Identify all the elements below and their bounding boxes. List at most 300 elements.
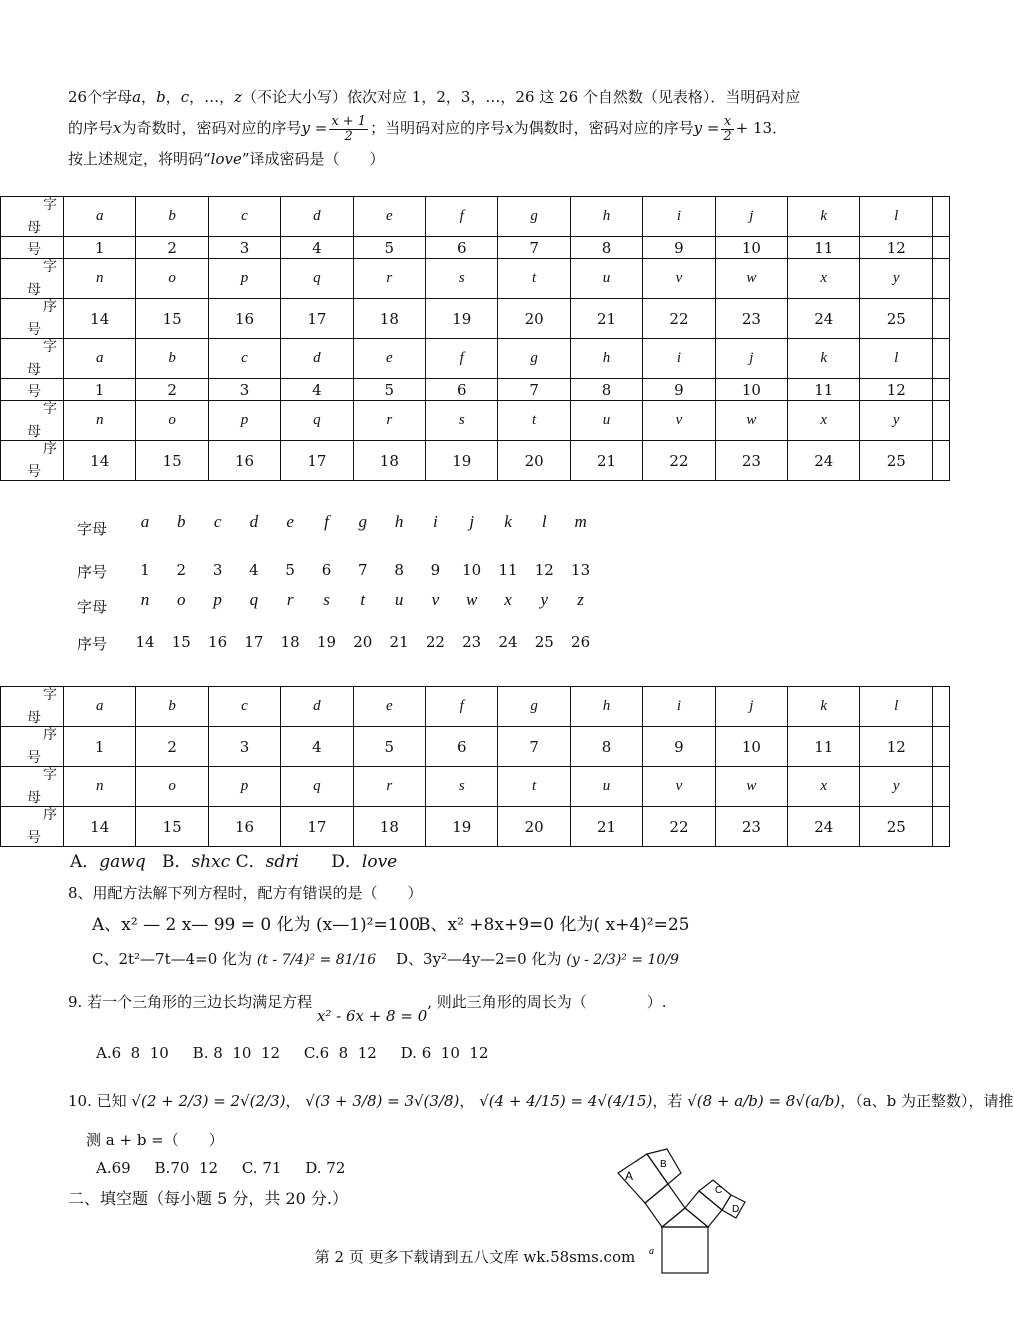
mini-cell-index: 4 bbox=[249, 561, 259, 579]
option-a: gawq bbox=[99, 852, 146, 872]
cell-letter: e bbox=[353, 197, 425, 237]
cell-letter: o bbox=[136, 259, 208, 299]
cell-index: 6 bbox=[426, 379, 498, 401]
cell-index: 23 bbox=[715, 299, 787, 339]
cell-index: 14 bbox=[64, 807, 136, 847]
section-2-heading: 二、填空题（每小题 5 分，共 20 分.） bbox=[68, 1189, 348, 1208]
letter-index-table-2 bbox=[0, 686, 950, 847]
cell-index: 4 bbox=[281, 379, 353, 401]
cell-edge bbox=[933, 687, 950, 727]
cell-index: 8 bbox=[570, 237, 642, 259]
fraction-denominator: 2 bbox=[344, 128, 353, 144]
cell-letter: x bbox=[788, 401, 860, 441]
row-header-index bbox=[1, 807, 64, 847]
mini-cell-letter: t bbox=[360, 590, 366, 609]
cell-letter: p bbox=[208, 767, 280, 807]
mini-cell-letter: s bbox=[323, 590, 330, 609]
cell-letter: o bbox=[136, 401, 208, 441]
row-header-text: 序 bbox=[43, 807, 57, 823]
intro-text: （不论大小写）依次对应 1，2，3，…，26 这 26 个自然数（见表格）．当明码对应 bbox=[242, 88, 801, 106]
cell-index: 18 bbox=[353, 299, 425, 339]
cell-edge bbox=[933, 259, 950, 299]
table-row bbox=[1, 259, 950, 299]
cell-index: 22 bbox=[643, 807, 715, 847]
cell-index: 6 bbox=[426, 237, 498, 259]
row-header-text: 号 bbox=[27, 322, 41, 338]
cell-letter: i bbox=[643, 197, 715, 237]
cell-letter: r bbox=[353, 401, 425, 441]
option-b-label: B． bbox=[161, 852, 192, 872]
letter-c: c bbox=[180, 88, 190, 106]
cell-index: 1 bbox=[64, 237, 136, 259]
cell-index: 18 bbox=[353, 441, 425, 481]
row-header-text: 号 bbox=[27, 242, 41, 258]
q8-option-d-formula: (y - 2/3)² = 10/9 bbox=[566, 952, 679, 968]
q9-stem bbox=[68, 991, 667, 1025]
cell-letter: c bbox=[208, 197, 280, 237]
letter-b: b bbox=[156, 88, 166, 106]
row-header-text: 号 bbox=[27, 384, 41, 400]
cell-letter: y bbox=[860, 401, 933, 441]
row-header-text: 字 bbox=[43, 339, 57, 355]
cell-letter: u bbox=[570, 401, 642, 441]
mini-cell-index: 11 bbox=[498, 561, 518, 579]
cell-letter: q bbox=[281, 259, 353, 299]
cell-letter: p bbox=[208, 259, 280, 299]
mini-cell-letter: d bbox=[249, 512, 259, 531]
row-header-index bbox=[1, 237, 64, 259]
row-header-text: 字 bbox=[43, 259, 57, 275]
row-header-text: 母 bbox=[27, 362, 41, 378]
cell-index: 21 bbox=[570, 441, 642, 481]
mini-cell-letter: j bbox=[469, 512, 475, 531]
cell-index: 11 bbox=[788, 237, 860, 259]
mini-cell-letter: o bbox=[177, 590, 186, 609]
cell-letter: h bbox=[570, 339, 642, 379]
cell-index: 21 bbox=[570, 299, 642, 339]
row-header-text: 号 bbox=[27, 830, 41, 846]
q9-text: , 则此三角形的周长为（ ）. bbox=[427, 993, 667, 1011]
cell-index: 4 bbox=[281, 237, 353, 259]
row-header-index bbox=[1, 379, 64, 401]
mini-cell-letter: e bbox=[286, 512, 294, 531]
cell-letter: b bbox=[136, 339, 208, 379]
mini-cell-letter: w bbox=[466, 590, 478, 609]
option-b: shxc bbox=[191, 852, 231, 872]
mini-cell-index: 16 bbox=[208, 633, 228, 651]
cell-index: 14 bbox=[64, 441, 136, 481]
mini-cell-index: 25 bbox=[534, 633, 554, 651]
cell-letter: h bbox=[570, 687, 642, 727]
table-row bbox=[1, 441, 950, 481]
mini-cell-letter: n bbox=[140, 590, 150, 609]
cell-index: 22 bbox=[643, 441, 715, 481]
cell-index: 15 bbox=[136, 441, 208, 481]
mini-cell-letter: f bbox=[324, 512, 329, 531]
row-header-text: 母 bbox=[27, 710, 41, 726]
intro-line-2 bbox=[68, 113, 898, 144]
cell-index: 17 bbox=[281, 807, 353, 847]
cell-letter: r bbox=[353, 767, 425, 807]
q8-option-c bbox=[92, 948, 376, 969]
mini-cell-letter: h bbox=[394, 512, 404, 531]
mini-cell-index: 24 bbox=[498, 633, 518, 651]
cell-letter: n bbox=[64, 401, 136, 441]
q10-expr-2: √(3 + 3/8) = 3√(3/8) bbox=[305, 1092, 460, 1110]
cell-letter: f bbox=[426, 339, 498, 379]
row-header-text: 字 bbox=[43, 401, 57, 417]
cell-index: 8 bbox=[570, 379, 642, 401]
cell-index: 5 bbox=[353, 727, 425, 767]
cell-edge bbox=[933, 441, 950, 481]
cell-letter: g bbox=[498, 687, 570, 727]
cell-index: 10 bbox=[715, 727, 787, 767]
mini-row-label: 序号 bbox=[77, 635, 108, 653]
cell-edge bbox=[933, 299, 950, 339]
mini-cell-letter: k bbox=[504, 512, 512, 531]
q10-text: ，若 bbox=[652, 1092, 683, 1110]
table-row bbox=[1, 807, 950, 847]
cell-index: 11 bbox=[788, 379, 860, 401]
cell-letter: v bbox=[643, 767, 715, 807]
cell-letter: v bbox=[643, 259, 715, 299]
cell-letter: i bbox=[643, 687, 715, 727]
row-header-letter bbox=[1, 339, 64, 379]
fraction-numerator: x + 1 bbox=[331, 113, 367, 129]
cell-edge bbox=[933, 197, 950, 237]
cell-index: 25 bbox=[860, 299, 933, 339]
option-c-label: C． bbox=[235, 852, 266, 872]
q8-option-c-formula: (t - 7/4)² = 81/16 bbox=[256, 952, 377, 968]
row-header-text: 号 bbox=[27, 464, 41, 480]
cell-index: 9 bbox=[643, 379, 715, 401]
cell-letter: d bbox=[281, 197, 353, 237]
cell-index: 12 bbox=[860, 727, 933, 767]
intro-text: 按上述规定，将明码“ bbox=[68, 150, 211, 168]
q10-stem-cont: 测 a + b =（ ） bbox=[86, 1131, 224, 1149]
cell-letter: t bbox=[498, 401, 570, 441]
row-header-text: 字 bbox=[43, 767, 57, 783]
ellipsis: … bbox=[204, 88, 220, 106]
mini-row-label: 字母 bbox=[77, 598, 108, 616]
letter-a: a bbox=[132, 88, 142, 106]
cell-index: 7 bbox=[498, 237, 570, 259]
mini-row-label: 序号 bbox=[77, 563, 108, 581]
label-C: C bbox=[715, 1185, 723, 1196]
cell-index: 4 bbox=[281, 727, 353, 767]
mini-cell-letter: m bbox=[574, 512, 587, 531]
formula-tail: + 13． bbox=[735, 119, 788, 137]
mini-cell-index: 15 bbox=[171, 633, 191, 651]
mini-cell-letter: z bbox=[577, 590, 584, 609]
main-triangle bbox=[662, 1208, 708, 1227]
cell-letter: d bbox=[281, 339, 353, 379]
cell-index: 12 bbox=[860, 237, 933, 259]
intro-text: 26个字母 bbox=[68, 88, 133, 106]
cell-index: 17 bbox=[281, 299, 353, 339]
intro-text: ”译成密码是（ ） bbox=[241, 150, 385, 168]
q9-text: 9. 若一个三角形的三边长均满足方程 bbox=[68, 993, 313, 1011]
cell-index: 8 bbox=[570, 727, 642, 767]
cell-index: 1 bbox=[64, 727, 136, 767]
row-header-text: 母 bbox=[27, 282, 41, 298]
intro-line-1: 26个字母a，b，c，…，z（不论大小写）依次对应 1，2，3，…，26 这 26 个自然数（见表格）．当明码对应 bbox=[68, 88, 801, 106]
cell-index: 3 bbox=[208, 237, 280, 259]
cell-index: 14 bbox=[64, 299, 136, 339]
cell-index: 23 bbox=[715, 441, 787, 481]
letter-z: z bbox=[234, 88, 243, 106]
row-header-letter bbox=[1, 259, 64, 299]
cell-index: 2 bbox=[136, 727, 208, 767]
table-row bbox=[1, 379, 950, 401]
mini-cell-letter: x bbox=[504, 590, 512, 609]
mini-cell-index: 1 bbox=[140, 561, 150, 579]
row-header-index bbox=[1, 299, 64, 339]
cell-letter: u bbox=[570, 259, 642, 299]
cell-letter: i bbox=[643, 339, 715, 379]
cell-index: 25 bbox=[860, 441, 933, 481]
row-header-text: 序 bbox=[43, 299, 57, 315]
formula-lhs: y = bbox=[693, 119, 720, 137]
mini-cell-letter: u bbox=[394, 590, 404, 609]
intro-text: 为偶数时，密码对应的序号 bbox=[513, 119, 694, 137]
label-a: a bbox=[649, 1246, 654, 1257]
cell-index: 21 bbox=[570, 807, 642, 847]
label-A: A bbox=[625, 1169, 634, 1183]
table-row bbox=[1, 299, 950, 339]
q10-expr-4: √(8 + a/b) = 8√(a/b) bbox=[687, 1092, 841, 1110]
cell-letter: o bbox=[136, 767, 208, 807]
q10-text: 10. 已知 bbox=[68, 1092, 127, 1110]
q9-options: A.6 8 10 B. 8 10 12 C.6 8 12 D. 6 10 12 bbox=[96, 1044, 489, 1062]
cell-letter: t bbox=[498, 767, 570, 807]
square-right bbox=[685, 1191, 722, 1227]
cell-edge bbox=[933, 727, 950, 767]
cell-letter: n bbox=[64, 259, 136, 299]
q8-option-a: A、x² — 2 x— 99 = 0 化为 (x—1)²=100 bbox=[92, 915, 421, 935]
q8-option-d bbox=[396, 948, 679, 969]
mini-cell-index: 7 bbox=[358, 561, 368, 579]
cell-index: 9 bbox=[643, 727, 715, 767]
row-header-text: 序 bbox=[43, 727, 57, 743]
cell-letter: w bbox=[715, 767, 787, 807]
mini-cell-index: 9 bbox=[430, 561, 441, 579]
cell-letter: g bbox=[498, 339, 570, 379]
intro-text: ；当明码对应的序号 bbox=[370, 119, 506, 137]
cell-letter: x bbox=[788, 259, 860, 299]
mini-cell-index: 17 bbox=[244, 633, 264, 651]
q8-stem: 8、用配方法解下列方程时，配方有错误的是（ ） bbox=[68, 884, 423, 902]
q8-option-d-text: D、3y²—4y—2=0 化为 bbox=[396, 950, 562, 968]
cell-letter: v bbox=[643, 401, 715, 441]
q10-expr-1: √(2 + 2/3) = 2√(2/3) bbox=[131, 1092, 286, 1110]
mini-row-label: 字母 bbox=[77, 520, 108, 538]
q9-equation: x² - 6x + 8 = 0 bbox=[316, 1007, 428, 1025]
cell-letter: b bbox=[136, 197, 208, 237]
cell-edge bbox=[933, 767, 950, 807]
cell-letter: j bbox=[715, 197, 787, 237]
cell-letter: s bbox=[426, 401, 498, 441]
mini-cell-letter: v bbox=[431, 590, 440, 609]
cell-index: 19 bbox=[426, 807, 498, 847]
cell-letter: t bbox=[498, 259, 570, 299]
table-row bbox=[1, 197, 950, 237]
mini-cell-letter: i bbox=[433, 512, 438, 531]
mini-cell-index: 23 bbox=[462, 633, 482, 651]
option-d: love bbox=[361, 852, 398, 872]
cell-edge bbox=[933, 339, 950, 379]
cell-index: 20 bbox=[498, 441, 570, 481]
cell-letter: a bbox=[64, 339, 136, 379]
cell-letter: l bbox=[860, 197, 933, 237]
row-header-text: 母 bbox=[27, 790, 41, 806]
mini-cell-letter: q bbox=[249, 590, 259, 609]
q10-expr-3: √(4 + 4/15) = 4√(4/15) bbox=[479, 1092, 653, 1110]
cell-index: 7 bbox=[498, 379, 570, 401]
cell-index: 19 bbox=[426, 299, 498, 339]
mini-cell-index: 6 bbox=[321, 561, 332, 579]
cell-letter: f bbox=[426, 197, 498, 237]
cell-index: 3 bbox=[208, 379, 280, 401]
cell-letter: w bbox=[715, 259, 787, 299]
cell-letter: u bbox=[570, 767, 642, 807]
table-row bbox=[1, 687, 950, 727]
mini-cell-letter: c bbox=[213, 512, 222, 531]
mini-cell-index: 13 bbox=[571, 561, 591, 579]
row-header-text: 字 bbox=[43, 687, 57, 703]
cell-edge bbox=[933, 401, 950, 441]
row-header-text: 号 bbox=[27, 750, 41, 766]
formula-fraction-even bbox=[721, 115, 733, 144]
cell-index: 7 bbox=[498, 727, 570, 767]
cell-letter: k bbox=[788, 687, 860, 727]
cell-letter: f bbox=[426, 687, 498, 727]
cell-index: 25 bbox=[860, 807, 933, 847]
table-row bbox=[1, 237, 950, 259]
label-D: D bbox=[732, 1204, 740, 1215]
cell-letter: k bbox=[788, 197, 860, 237]
cell-index: 6 bbox=[426, 727, 498, 767]
cell-index: 16 bbox=[208, 441, 280, 481]
cell-letter: c bbox=[208, 339, 280, 379]
cell-letter: y bbox=[860, 767, 933, 807]
row-header-text: 字 bbox=[43, 197, 57, 213]
cell-index: 15 bbox=[136, 807, 208, 847]
cell-index: 18 bbox=[353, 807, 425, 847]
cell-index: 24 bbox=[788, 807, 860, 847]
mini-cell-index: 3 bbox=[212, 561, 223, 579]
mini-cell-letter: g bbox=[358, 512, 368, 531]
cell-index: 19 bbox=[426, 441, 498, 481]
page-footer: 第 2 页 更多下载请到五八文库 wk.58sms.com bbox=[314, 1248, 636, 1266]
cell-letter: x bbox=[788, 767, 860, 807]
plaintext-word: love bbox=[210, 150, 242, 168]
cell-letter: q bbox=[281, 767, 353, 807]
mini-cell-index: 2 bbox=[176, 561, 187, 579]
cell-index: 23 bbox=[715, 807, 787, 847]
cell-index: 16 bbox=[208, 299, 280, 339]
table-row bbox=[1, 401, 950, 441]
mini-cell-index: 8 bbox=[394, 561, 404, 579]
mini-cell-index: 14 bbox=[135, 633, 155, 651]
cell-letter: h bbox=[570, 197, 642, 237]
row-header-letter bbox=[1, 767, 64, 807]
row-header-text: 母 bbox=[27, 424, 41, 440]
cell-index: 15 bbox=[136, 299, 208, 339]
intro-text: 的序号 bbox=[68, 119, 114, 137]
q10-options: A.69 B.70 12 C. 71 D. 72 bbox=[96, 1159, 346, 1177]
cell-letter: y bbox=[860, 259, 933, 299]
mini-cell-index: 26 bbox=[571, 633, 591, 651]
mini-cell-letter: p bbox=[213, 590, 222, 609]
cell-edge bbox=[933, 807, 950, 847]
cell-letter: a bbox=[64, 687, 136, 727]
cell-index: 1 bbox=[64, 379, 136, 401]
letter-index-table-1 bbox=[0, 196, 950, 481]
fraction-denominator: 2 bbox=[723, 128, 732, 144]
formula-fraction-odd bbox=[329, 115, 368, 144]
mini-cell-index: 10 bbox=[462, 561, 482, 579]
cell-letter: k bbox=[788, 339, 860, 379]
mini-cell-index: 20 bbox=[353, 633, 373, 651]
option-d-label: D． bbox=[331, 852, 362, 872]
mini-cell-letter: b bbox=[177, 512, 186, 531]
cell-index: 24 bbox=[788, 299, 860, 339]
label-B: B bbox=[660, 1159, 667, 1170]
cell-index: 9 bbox=[643, 237, 715, 259]
cell-edge bbox=[933, 237, 950, 259]
row-header-text: 序 bbox=[43, 441, 57, 457]
var-x: x bbox=[113, 119, 122, 137]
mini-cell-index: 21 bbox=[389, 633, 409, 651]
row-header-text: 母 bbox=[27, 220, 41, 236]
q10-stem: 10. 已知 √(2 + 2/3) = 2√(2/3)， √(3 + 3/8) = 3√(3/8)， √(4 + 4/15) = 4√(4/15)，若 √(8 + a/b) = 8√(a/b)，（a、b 为正整数），请推 bbox=[68, 1092, 1014, 1110]
q10-text: ，（a、b 为正整数），请推 bbox=[840, 1092, 1014, 1110]
cell-letter: n bbox=[64, 767, 136, 807]
cell-letter: s bbox=[426, 767, 498, 807]
cell-index: 12 bbox=[860, 379, 933, 401]
row-header-letter bbox=[1, 687, 64, 727]
cell-letter: r bbox=[353, 259, 425, 299]
square-left bbox=[645, 1184, 685, 1227]
q7-options bbox=[70, 847, 397, 872]
cell-index: 5 bbox=[353, 379, 425, 401]
q8-option-c-text: C、2t²—7t—4=0 化为 bbox=[92, 950, 253, 968]
cell-letter: a bbox=[64, 197, 136, 237]
mini-cell-letter: l bbox=[541, 512, 547, 531]
cell-letter: j bbox=[715, 687, 787, 727]
table-row bbox=[1, 727, 950, 767]
cell-letter: w bbox=[715, 401, 787, 441]
cell-index: 17 bbox=[281, 441, 353, 481]
cell-index: 3 bbox=[208, 727, 280, 767]
cell-index: 24 bbox=[788, 441, 860, 481]
q8-option-b: B、x² +8x+9=0 化为( x+4)²=25 bbox=[418, 915, 690, 935]
cell-edge bbox=[933, 379, 950, 401]
row-header-letter bbox=[1, 197, 64, 237]
cell-letter: d bbox=[281, 687, 353, 727]
mini-cell-letter: y bbox=[540, 590, 549, 609]
cell-index: 16 bbox=[208, 807, 280, 847]
fraction-numerator: x bbox=[721, 115, 733, 130]
row-header-index bbox=[1, 727, 64, 767]
table-row bbox=[1, 339, 950, 379]
cell-index: 20 bbox=[498, 299, 570, 339]
mini-cell-letter: r bbox=[286, 590, 294, 609]
cell-index: 2 bbox=[136, 379, 208, 401]
var-x: x bbox=[505, 119, 514, 137]
mini-cell-index: 19 bbox=[316, 633, 337, 651]
